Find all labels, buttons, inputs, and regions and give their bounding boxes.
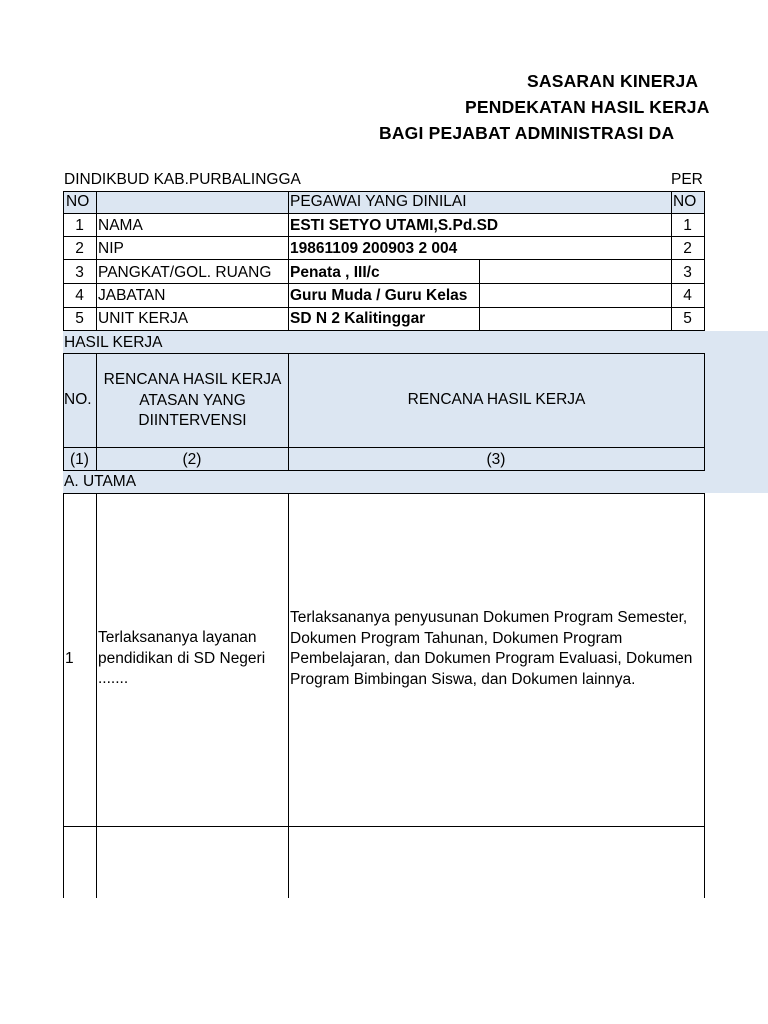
pegawai-row-no: 1: [75, 217, 84, 234]
right-col-no: NO: [673, 193, 697, 210]
pegawai-row-label: NIP: [98, 240, 124, 257]
pegawai-row-label: JABATAN: [98, 287, 166, 304]
pegawai-row-value: Penata , III/c: [290, 264, 380, 281]
right-row-no: 2: [683, 240, 692, 257]
pegawai-row-value: ESTI SETYO UTAMI,S.Pd.SD: [290, 217, 499, 234]
pegawai-row-no: 2: [75, 240, 84, 257]
hasil-col-rencana-atasan: RENCANA HASIL KERJA ATASAN YANG DIINTERVENSI: [103, 371, 282, 429]
hasil-col-rencana: RENCANA HASIL KERJA: [407, 391, 586, 408]
pegawai-row-label: UNIT KERJA: [98, 310, 189, 327]
right-row-no: 3: [683, 264, 692, 281]
title-line-1: SASARAN KINERJA: [527, 71, 699, 91]
pegawai-col-no: NO: [66, 193, 90, 210]
hasil-num-1: (1): [70, 451, 89, 468]
hasil-num-2: (2): [182, 451, 202, 468]
hasil-row-atasan: Terlaksananya layanan pendidikan di SD Negeri .......: [98, 629, 266, 687]
hasil-row-no: 1: [65, 650, 74, 667]
right-row-no: 5: [683, 310, 692, 327]
hasil-row-rencana: Terlaksananya penyusunan Dokumen Program Semester, Dokumen Program Tahunan, Dokumen Program Pembelajaran, dan Dokumen Program Evaluasi, Dokumen Program Bimbingan Siswa, dan Dokumen lainnya.: [290, 609, 693, 688]
pegawai-row-value: 19861109 200903 2 004: [290, 240, 458, 257]
pegawai-row-no: 5: [75, 310, 84, 327]
hasil-num-3: (3): [486, 451, 506, 468]
pegawai-row-no: 4: [75, 287, 84, 304]
subsection-utama: A. UTAMA: [64, 473, 137, 490]
right-row-no: 4: [683, 287, 692, 304]
right-row-no: 1: [683, 217, 692, 234]
title-line-2: PENDEKATAN HASIL KERJA: [465, 97, 710, 117]
right-period-header: PER: [671, 171, 703, 188]
pegawai-row-no: 3: [75, 264, 84, 281]
org-label: DINDIKBUD KAB.PURBALINGGA: [64, 171, 301, 188]
pegawai-row-label: NAMA: [98, 217, 143, 234]
hasil-col-no: NO.: [64, 391, 92, 408]
pegawai-col-title: PEGAWAI YANG DINILAI: [290, 193, 467, 210]
pegawai-row-label: PANGKAT/GOL. RUANG: [98, 265, 272, 281]
title-line-3: BAGI PEJABAT ADMINISTRASI DA: [379, 123, 675, 143]
pegawai-row-value: SD N 2 Kalitinggar: [290, 310, 426, 327]
hasil-kerja-section-label: HASIL KERJA: [64, 334, 163, 351]
pegawai-row-value: Guru Muda / Guru Kelas: [290, 287, 468, 304]
